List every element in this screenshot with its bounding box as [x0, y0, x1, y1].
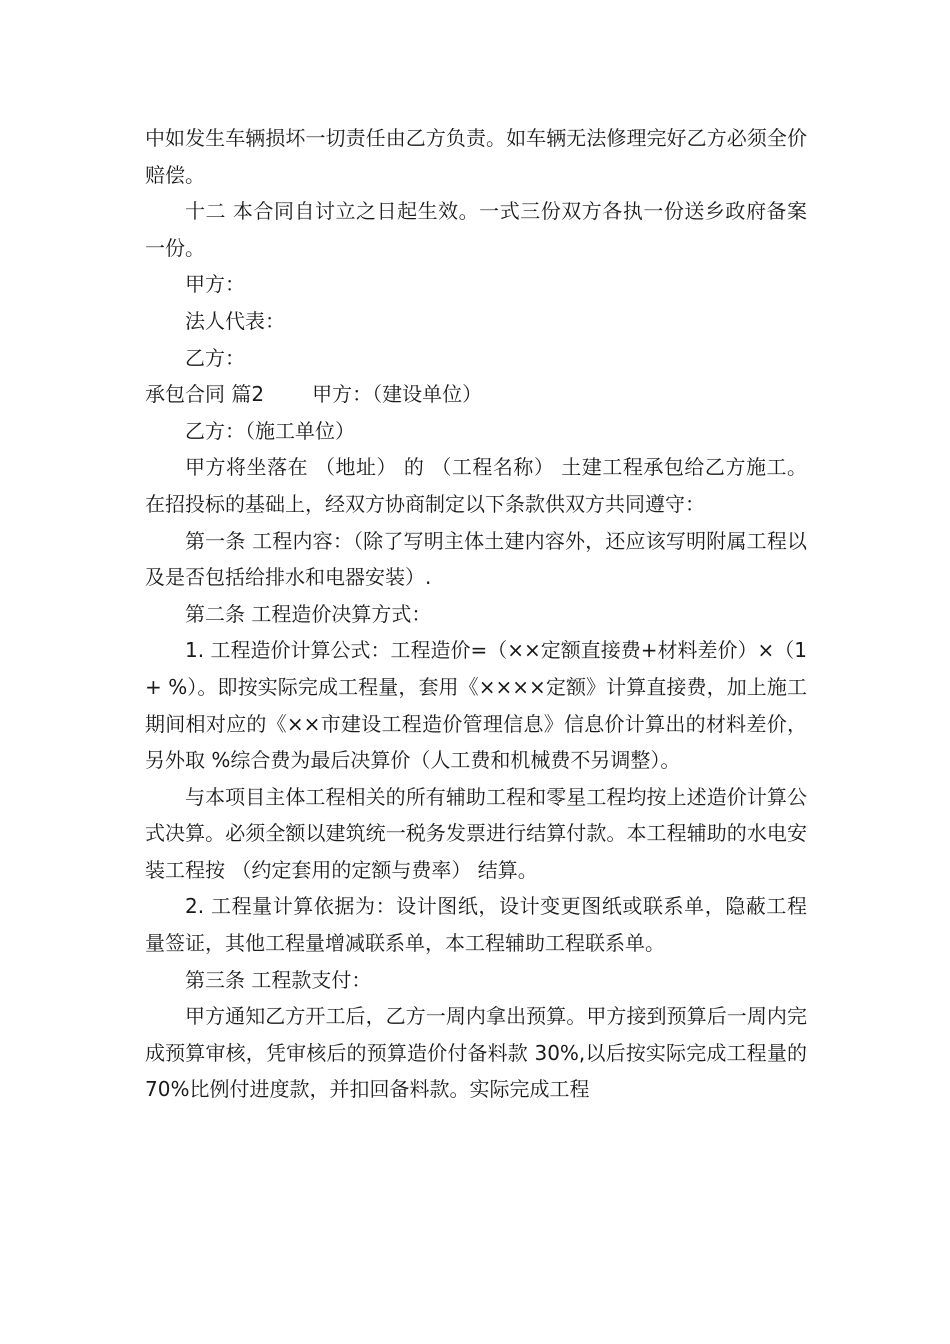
article-2-item-2: 2. 工程量计算依据为：设计图纸，设计变更图纸或联系单，隐蔽工程量签证，其他工程量增减联系单，本工程辅助工程联系单。	[145, 894, 807, 956]
section-heading-line	[145, 376, 807, 413]
article-2-auxiliary: 与本项目主体工程相关的所有辅助工程和零星工程均按上述造价计算公式决算。必须全额以建筑统一税务发票进行结算付款。本工程辅助的水电安装工程按 （约定套用的定额与费率） 结算。	[145, 784, 807, 882]
section-title: 承包合同 篇2	[145, 382, 265, 407]
article-3-heading: 第三条 工程款支付：	[185, 967, 372, 992]
paragraph-effective-date: 十二 本合同自讨立之日起生效。一式三份双方各执一份送乡政府备案一份。	[145, 199, 807, 260]
article-1-content: 第一条 工程内容：（除了写明主体土建内容外，还应该写明附属工程以及是否包括给排水和电器安装）.	[145, 528, 807, 590]
paragraph-intro: 甲方将坐落在 （地址） 的 （工程名称） 土建工程承包给乙方施工。在招投标的基础上，经双方协商制定以下条款供双方共同遵守：	[145, 455, 807, 516]
article-3-payment: 甲方通知乙方开工后，乙方一周内拿出预算。甲方接到预算后一周内完成预算审核，凭审核后的预算造价付备料款 30%,以后按实际完成工程量的 70%比例付进度款，并扣回备料款。实际完成工程	[145, 1004, 807, 1102]
paragraph-vehicle-liability: 中如发生车辆损坏一切责任由乙方负责。如车辆无法修理完好乙方必须全价赔偿。	[145, 126, 807, 187]
section-party-a: 甲方：（建设单位）	[312, 382, 483, 407]
paragraph-party-b: 乙方：（施工单位）	[185, 418, 355, 443]
article-2-heading: 第二条 工程造价决算方式：	[185, 601, 432, 626]
signature-party-b: 乙方：	[185, 345, 245, 370]
signature-party-a: 甲方：	[185, 272, 245, 297]
article-2-item-1: 1. 工程造价计算公式：工程造价=（××定额直接费+材料差价）×（1+ %）。即按实际完成工程量，套用《××××定额》计算直接费，加上施工期间相对应的《××市建设工程造价管理信息》信息价计算出的材料差价，另外取 %综合费为最后决算价（人工费和机械费不另调整）。	[145, 638, 807, 773]
signature-legal-representative: 法人代表：	[185, 308, 285, 333]
document-body	[145, 120, 807, 1108]
